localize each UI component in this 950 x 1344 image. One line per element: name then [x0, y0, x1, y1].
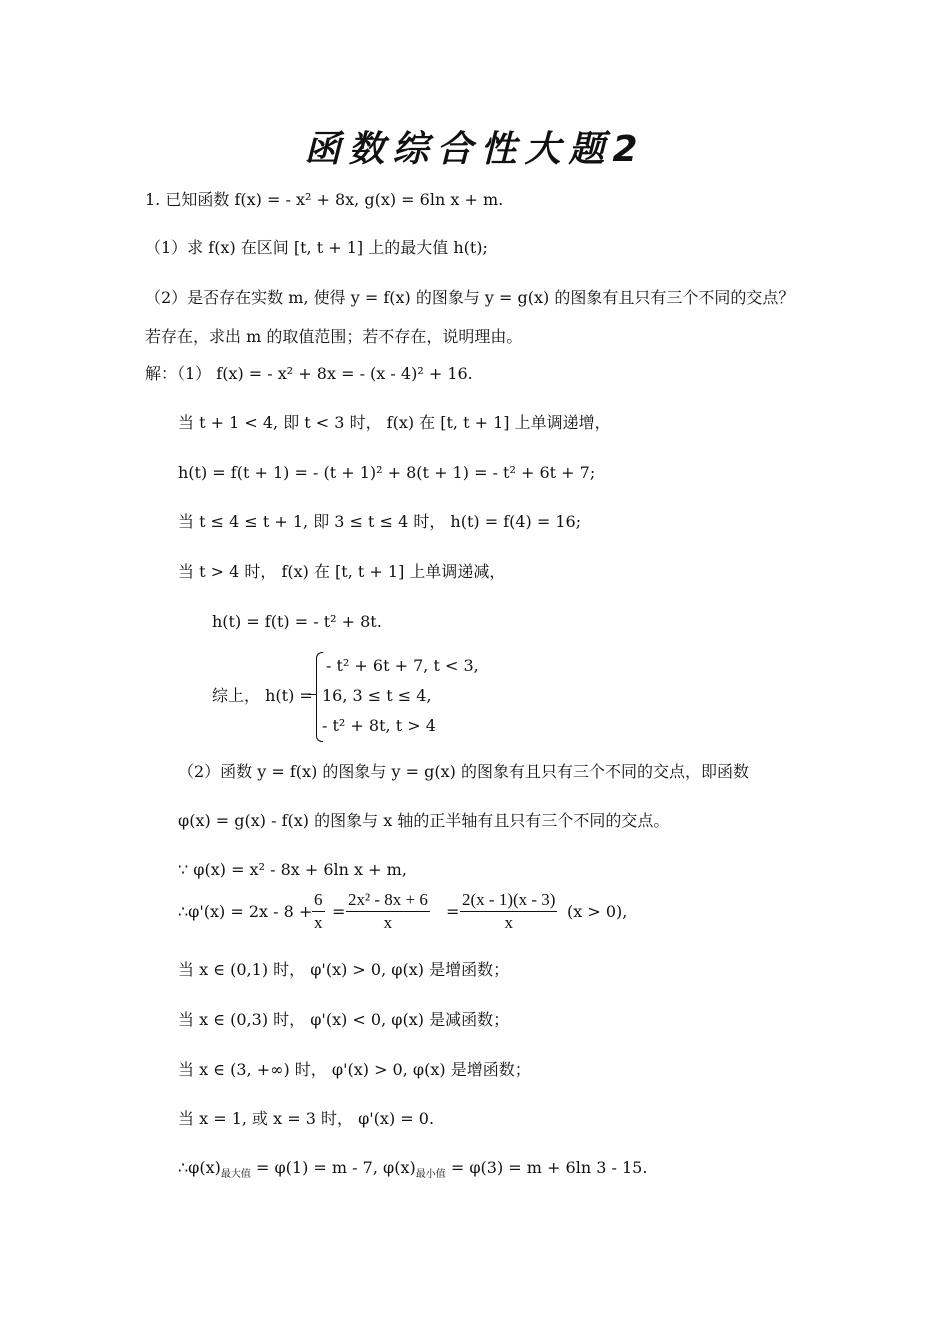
question-part-1: （1）求 f(x) 在区间 [t, t + 1] 上的最大值 h(t); [145, 238, 488, 257]
solution-line: （2）函数 y = f(x) 的图象与 y = g(x) 的图象有且只有三个不同的交点，即函数 [178, 762, 749, 781]
solution-line: 当 t + 1 < 4, 即 t < 3 时， f(x) 在 [t, t + 1] 上单调递增， [178, 413, 611, 432]
solution-line: 当 t > 4 时， f(x) 在 [t, t + 1] 上单调递减， [178, 562, 506, 581]
domain-condition: (x > 0), [567, 902, 628, 921]
solution-line: h(t) = f(t) = - t² + 8t. [212, 612, 382, 631]
solution-line: h(t) = f(t + 1) = - (t + 1)² + 8(t + 1) = - t² + 6t + 7; [178, 463, 596, 482]
question-part-2: （2）是否存在实数 m, 使得 y = f(x) 的图象与 y = g(x) 的图象有且只有三个不同的交点？ [145, 288, 795, 307]
solution-line: 当 x ∈ (0,1) 时， φ'(x) > 0, φ(x) 是增函数； [178, 960, 510, 979]
extreme-text: = φ(3) = m + 6ln 3 - 15. [450, 1158, 648, 1177]
piecewise-case: - t² + 6t + 7, t < 3, [326, 656, 479, 675]
fraction [346, 889, 430, 934]
fraction-denominator: x [383, 913, 393, 932]
problem-statement: 1. 已知函数 f(x) = - x² + 8x, g(x) = 6ln x + m. [145, 190, 504, 209]
solution-line: 解：（1） f(x) = - x² + 8x = - (x - 4)² + 16. [145, 364, 473, 383]
max-value-subscript: 最大值 [220, 1169, 251, 1180]
piecewise-label: 综上， h(t) = [212, 686, 313, 705]
extreme-text: ∴φ(x) [178, 1158, 221, 1177]
min-value-subscript: 最小值 [415, 1169, 446, 1180]
equals-sign: = [446, 902, 460, 921]
derivative-lead: ∴φ'(x) = 2x - 8 + [178, 902, 313, 921]
fraction-numerator: 6 [312, 889, 325, 912]
extreme-values-lead [178, 1158, 647, 1185]
solution-line: 当 x ∈ (0,3) 时， φ'(x) < 0, φ(x) 是减函数； [178, 1010, 510, 1029]
piecewise-case: - t² + 8t, t > 4 [322, 716, 436, 735]
solution-line: 当 x ∈ (3, +∞) 时， φ'(x) > 0, φ(x) 是增函数； [178, 1060, 531, 1079]
solution-line: ∵ φ(x) = x² - 8x + 6ln x + m, [178, 860, 407, 879]
piecewise-case: 16, 3 ≤ t ≤ 4, [322, 686, 432, 705]
solution-line: φ(x) = g(x) - f(x) 的图象与 x 轴的正半轴有且只有三个不同的交点。 [178, 811, 670, 830]
question-part-2-cont: 若存在，求出 m 的取值范围；若不存在，说明理由。 [145, 327, 523, 346]
fraction-denominator: x [314, 913, 323, 932]
solution-line: 当 x = 1, 或 x = 3 时， φ'(x) = 0. [178, 1109, 435, 1128]
page-title: 函数综合性大题2 [304, 129, 646, 170]
fraction [460, 889, 557, 934]
fraction [312, 889, 325, 934]
fraction-numerator: 2x² - 8x + 6 [346, 889, 430, 912]
extreme-text: = φ(1) = m - 7, φ(x) [255, 1158, 416, 1177]
equals-sign: = [332, 902, 346, 921]
solution-line: 当 t ≤ 4 ≤ t + 1, 即 3 ≤ t ≤ 4 时， h(t) = f(4) = 16; [178, 512, 582, 531]
fraction-denominator: x [504, 913, 513, 932]
fraction-numerator: 2(x - 1)(x - 3) [460, 889, 557, 912]
